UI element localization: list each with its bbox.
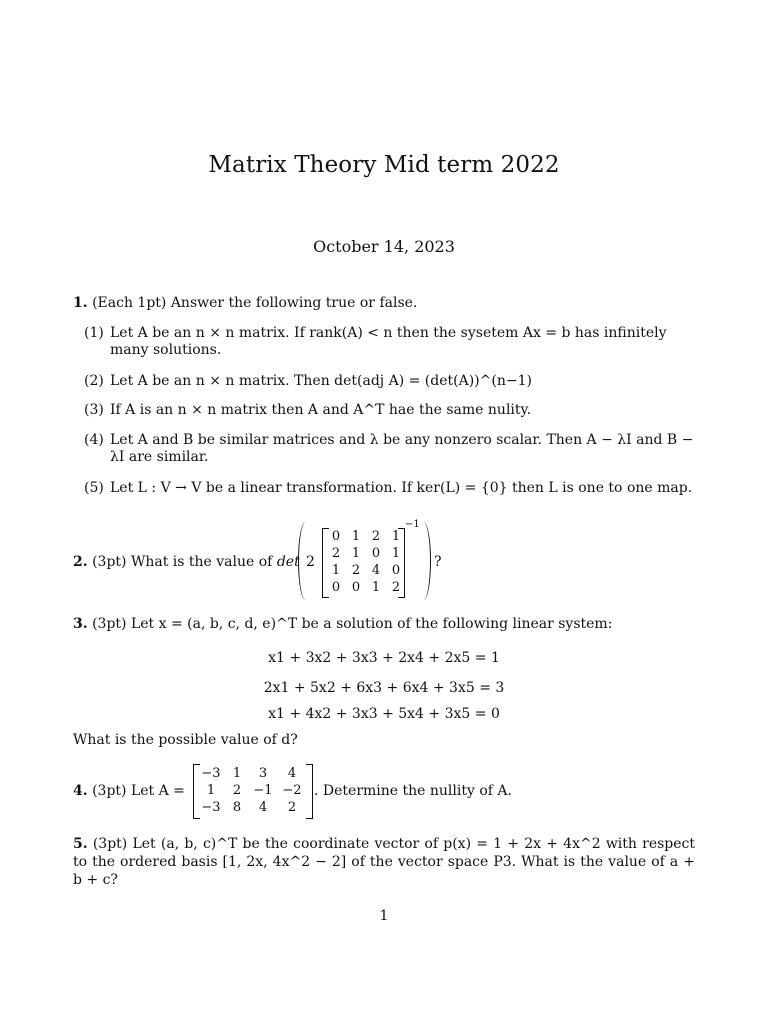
- question-text: (3pt) Let A =: [92, 783, 185, 799]
- question-text: (3pt) What is the value of: [92, 554, 273, 570]
- matrix-entry: 0: [371, 546, 381, 561]
- question-1-item-3: [84, 402, 696, 419]
- question-text: (3pt) Let x = (a, b, c, d, e)^T be a solution of the following linear system:: [92, 616, 613, 632]
- question-mark: ?: [434, 554, 442, 570]
- matrix-entry: 1: [391, 529, 401, 544]
- matrix-entry: 8: [232, 800, 242, 815]
- determinant-function: det: [276, 554, 300, 570]
- matrix-scalar: 2: [306, 554, 315, 570]
- item-text: Let A be an n × n matrix. Then det(adj A) = (det(A))^(n−1): [110, 373, 532, 389]
- matrix: [326, 528, 406, 596]
- document-date: October 14, 2023: [313, 237, 455, 256]
- question-1-item-4: [84, 432, 696, 466]
- question-3-intro: [73, 616, 695, 633]
- question-2-lead: [73, 554, 300, 570]
- matrix-entry: 4: [371, 563, 381, 578]
- matrix-entry: 2: [232, 783, 242, 798]
- question-number: 2.: [73, 554, 88, 570]
- matrix-entry: 2: [331, 546, 341, 561]
- matrix-entry: 1: [351, 529, 361, 544]
- question-1-intro: [73, 295, 695, 312]
- item-label: (3): [84, 402, 104, 418]
- matrix-entry: 1: [351, 546, 361, 561]
- matrix: [197, 765, 307, 816]
- question-1-item-2: [84, 373, 696, 390]
- right-parenthesis: [416, 522, 431, 600]
- matrix-right-bracket: [306, 764, 313, 819]
- question-3-question: What is the possible value of d?: [73, 732, 298, 748]
- matrix-entry: −1: [253, 783, 273, 798]
- document-title: Matrix Theory Mid term 2022: [208, 152, 560, 178]
- matrix-entry: 0: [331, 529, 341, 544]
- item-label: (5): [84, 480, 104, 496]
- matrix-entry: 2: [351, 563, 361, 578]
- matrix-entry: 2: [371, 529, 381, 544]
- matrix-entry: 0: [351, 580, 361, 595]
- question-4-lead: [73, 783, 185, 799]
- question-2: [73, 519, 673, 602]
- question-1-item-5: [84, 480, 696, 497]
- question-5: [73, 835, 695, 889]
- matrix-entry: 1: [232, 766, 242, 781]
- matrix-entry: 4: [287, 766, 297, 781]
- matrix-entry: 1: [206, 783, 216, 798]
- matrix-entry: 3: [258, 766, 268, 781]
- matrix-entry: 0: [391, 563, 401, 578]
- item-text: Let A and B be similar matrices and λ be any nonzero scalar. Then A − λI and B − λI are similar.: [110, 432, 694, 465]
- matrix-right-bracket: [398, 528, 405, 598]
- item-label: (1): [84, 325, 104, 341]
- item-text: Let L : V → V be a linear transformation. If ker(L) = {0} then L is one to one map.: [110, 480, 693, 496]
- question-number: 4.: [73, 783, 88, 799]
- question-text: (Each 1pt) Answer the following true or false.: [92, 295, 418, 311]
- page-number: 1: [379, 908, 389, 924]
- matrix-entry: −3: [201, 766, 221, 781]
- question-4: [73, 762, 673, 822]
- equation-1: x1 + 3x2 + 3x3 + 2x4 + 2x5 = 1: [268, 650, 500, 666]
- equation-3: x1 + 4x2 + 3x3 + 5x4 + 3x5 = 0: [268, 706, 500, 722]
- question-number: 3.: [73, 616, 88, 632]
- item-text: Let A be an n × n matrix. If rank(A) < n then the sysetem Ax = b has infinitely many solutions.: [110, 325, 667, 358]
- item-label: (2): [84, 373, 104, 389]
- question-text: (3pt) Let (a, b, c)^T be the coordinate vector of p(x) = 1 + 2x + 4x^2 with respect to the ordered basis [1, 2x, 4x^2 − 2] of the vector space P3. What is the value of a + b + c?: [73, 836, 696, 888]
- item-label: (4): [84, 432, 104, 448]
- matrix-entry: 1: [371, 580, 381, 595]
- matrix-entry: 4: [258, 800, 268, 815]
- matrix-entry: 2: [391, 580, 401, 595]
- question-number: 5.: [73, 836, 88, 852]
- question-4-tail: . Determine the nullity of A.: [314, 783, 512, 799]
- question-1-item-1: [84, 325, 696, 359]
- item-text: If A is an n × n matrix then A and A^T hae the same nulity.: [110, 402, 532, 418]
- matrix-entry: 1: [391, 546, 401, 561]
- matrix-entry: 1: [331, 563, 341, 578]
- question-number: 1.: [73, 295, 88, 311]
- equation-2: 2x1 + 5x2 + 6x3 + 6x4 + 3x5 = 3: [263, 680, 505, 696]
- matrix-entry: 0: [331, 580, 341, 595]
- matrix-entry: −3: [201, 800, 221, 815]
- matrix-entry: −2: [282, 783, 302, 798]
- matrix-entry: 2: [287, 800, 297, 815]
- inverse-exponent: −1: [405, 519, 420, 530]
